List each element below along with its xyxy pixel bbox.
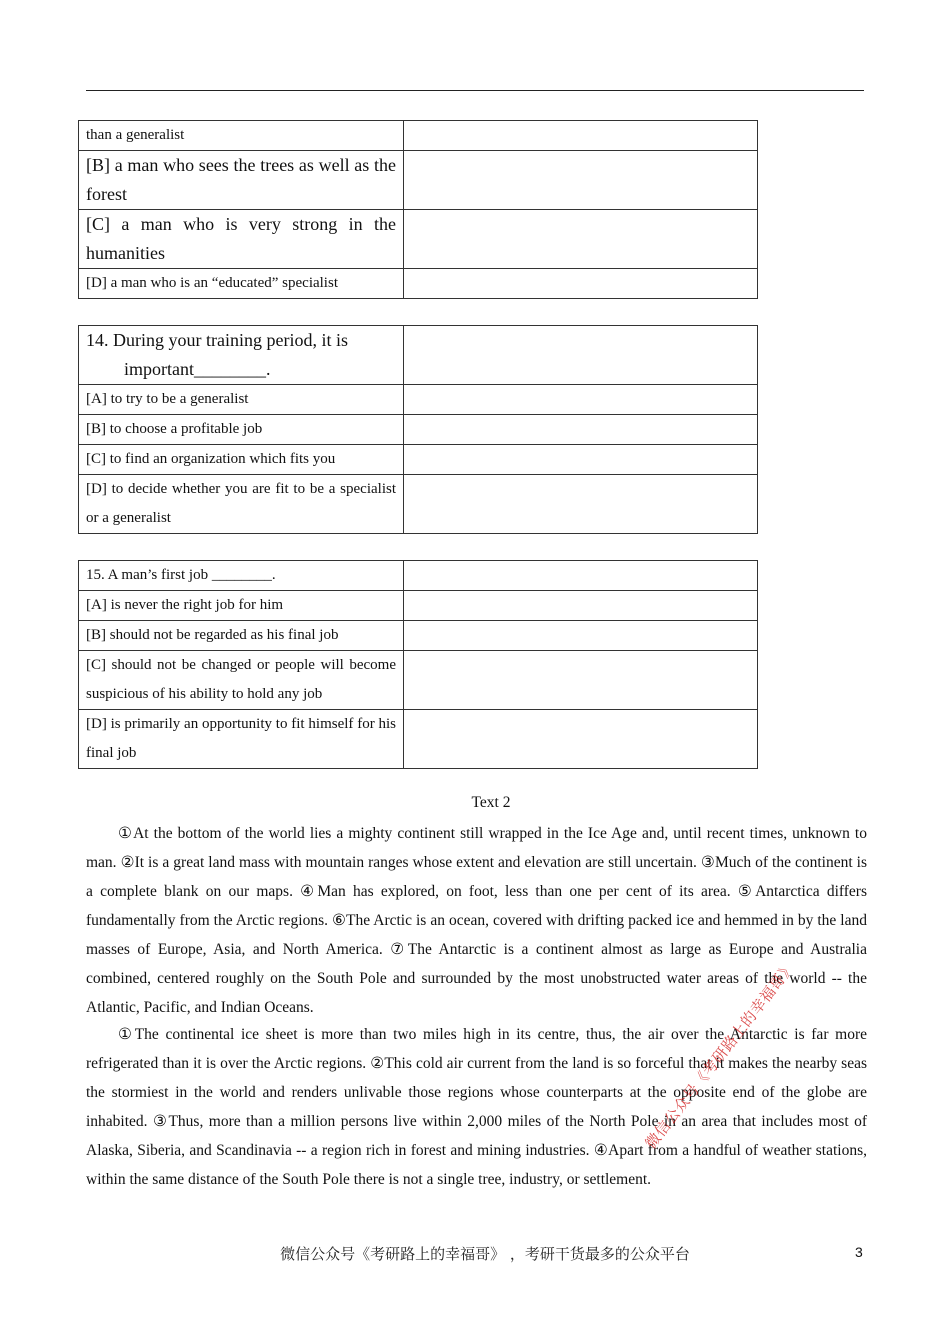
answer-option-cell: [B] to choose a profitable job (79, 415, 404, 445)
answer-option-cell: [C] a man who is very strong in the humanities (79, 210, 404, 269)
footer-text: 微信公众号《考研路上的幸福哥》 ，考研干货最多的公众平台 (280, 1245, 690, 1263)
blank-cell (404, 210, 758, 269)
blank-cell (404, 475, 758, 534)
answer-option-cell: [D] to decide whether you are fit to be a specialist or a generalist (79, 475, 404, 534)
answer-option-cell: [D] is primarily an opportunity to fit himself for his final job (79, 710, 404, 769)
blank-cell (404, 121, 758, 151)
blank-cell (404, 710, 758, 769)
blank-cell (404, 415, 758, 445)
answer-option-cell: [C] should not be changed or people will become suspicious of his ability to hold any job (79, 651, 404, 710)
passage-paragraph-1: ①At the bottom of the world lies a mighty continent still wrapped in the Ice Age and, until recent times, unknown to man. ②It is a great land mass with mountain ranges whose extent and elevation are still uncertain. ③Much of the continent is a complete blank on our maps. ④Man has explored, on foot, less than one per cent of its area. ⑤Antarctica differs fundamentally from the Arctic regions. ⑥The Arctic is an ocean, covered with drifting packed ice and hemmed in by the land masses of Europe, Asia, and North America. ⑦The Antarctic is a continent almost as large as Europe and Australia combined, centered roughly on the South Pole and surrounded by the most unobstructed water areas of the world -- the Atlantic, Pacific, and Indian Oceans. (86, 825, 867, 1016)
section-title: Text 2 (471, 794, 511, 811)
blank-cell (404, 651, 758, 710)
blank-cell (404, 561, 758, 591)
blank-cell (404, 591, 758, 621)
blank-cell (404, 326, 758, 385)
question-15-table (78, 560, 758, 769)
answer-option-cell: [A] to try to be a generalist (79, 385, 404, 415)
question-stem-blank: important________. (124, 359, 271, 379)
blank-cell (404, 151, 758, 210)
answer-option-cell: [D] a man who is an “educated” specialist (79, 269, 404, 299)
answer-option-cell: [B] a man who sees the trees as well as the forest (79, 151, 404, 210)
passage-paragraph-2: ①The continental ice sheet is more than two miles high in its centre, thus, the air over the Antarctic is far more refrigerated than it is over the Arctic regions. ②This cold air current from the land is so forceful that it makes the nearby seas the stormiest in the world and renders unlivable those regions whose counterparts at the opposite end of the globe are inhabited. ③Thus, more than a million persons live within 2,000 miles of the North Pole in an area that includes most of Alaska, Siberia, and Scandinavia -- a region rich in forest and mining industries. ④Apart from a handful of weather stations, within the same distance of the South Pole there is not a single tree, industry, or settlement. (86, 1026, 867, 1188)
question-13-table (78, 120, 758, 299)
answer-option-cell: [A] is never the right job for him (79, 591, 404, 621)
blank-cell (404, 269, 758, 299)
blank-cell (404, 385, 758, 415)
page-number: 3 (855, 1244, 863, 1260)
blank-cell (404, 621, 758, 651)
watermark-stamp: 微信公众号《考研路上的幸福哥》 (641, 958, 799, 1153)
blank-cell (404, 445, 758, 475)
answer-option-cell: [C] to find an organization which fits you (79, 445, 404, 475)
header-rule (86, 90, 864, 91)
answer-option-cell: [B] should not be regarded as his final job (79, 621, 404, 651)
question-14-table (78, 325, 758, 534)
question-stem-cell: 15. A man’s first job ________. (79, 561, 404, 591)
answer-option-cell: than a generalist (79, 121, 404, 151)
question-stem-text: 14. During your training period, it is (86, 330, 348, 350)
question-stem-cell (79, 326, 404, 385)
